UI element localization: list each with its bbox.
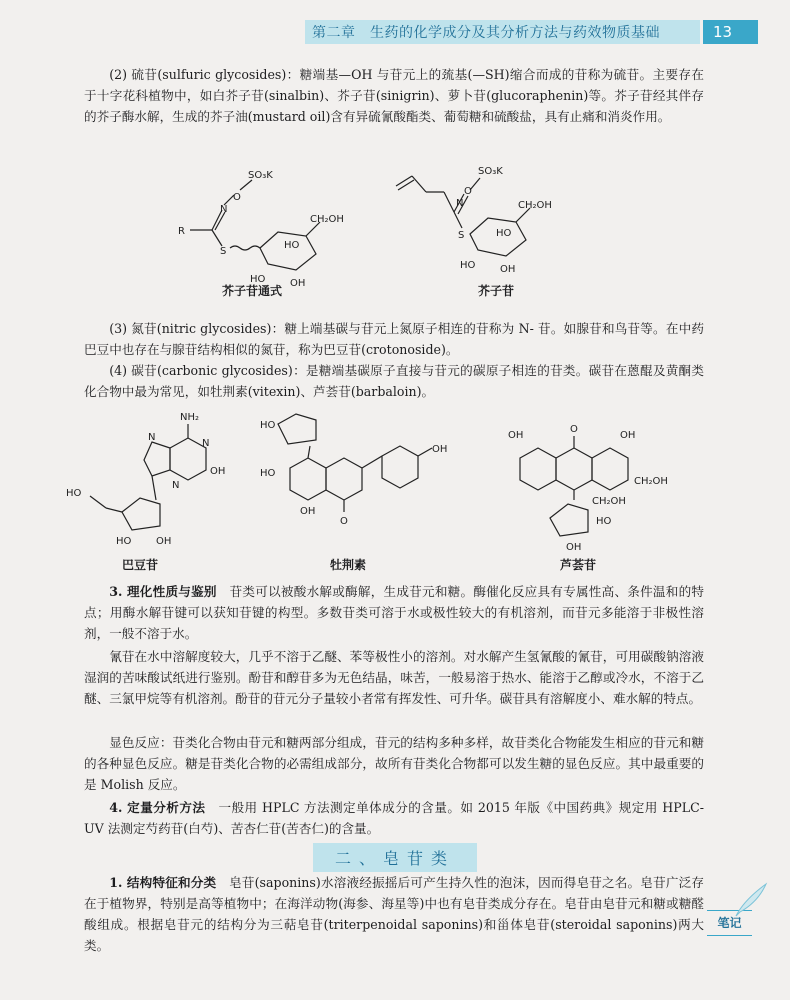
label-o-left: O — [233, 192, 241, 203]
label-oh-barb3: OH — [566, 542, 582, 553]
label-oh-croton2: OH — [156, 536, 172, 547]
para7-heading: 4. 定量分析方法 — [109, 800, 206, 815]
para4-heading: 3. 理化性质与鉴别 — [109, 584, 217, 599]
label-oh-barb2: OH — [620, 430, 636, 441]
label-r: R — [178, 226, 185, 237]
label-oh-vitexin2: OH — [432, 444, 448, 455]
label-ch2oh-barb1: CH₂OH — [634, 476, 668, 487]
label-n-3: N — [172, 480, 180, 491]
caption-sinigrin: 芥子苷 — [478, 284, 515, 298]
label-ho-right1: HO — [496, 228, 512, 239]
section-title-text: 二、皂苷类 — [313, 843, 477, 872]
para3-lead: (4) 碳苷 — [109, 363, 157, 378]
label-s-right: S — [458, 230, 465, 241]
para3-rest: (carbonic glycosides)：是糖端基碳原子直接与苷元的碳原子相连的苷类。碳苷在蒽醌及黄酮类化合物中最为常见，如牡荆素(vitexin)、芦荟苷(barbaloin)。 — [84, 363, 705, 399]
paragraph-color-reaction — [84, 732, 704, 795]
label-oh-barb1: OH — [508, 430, 524, 441]
para8-rest: 皂苷(saponins)水溶液经振摇后可产生持久性的泡沫，因而得皂苷之名。皂苷广泛存在于植物界，特别是高等植物中；在海洋动物(海参、海星等)中也有皂苷类成分存在。皂苷由皂苷元和糖或糖醛酸组成。根据皂苷元的结构分为三萜皂苷(triterpenoidal saponins)和甾体皂苷(steroidal saponins)两大类。 — [84, 875, 704, 953]
caption-glucosinolate-general: 芥子苷通式 — [222, 284, 283, 298]
label-ch2oh-barb2: CH₂OH — [592, 496, 626, 507]
page-number: 13 — [703, 20, 758, 44]
caption-crotonoside: 巴豆苷 — [122, 558, 159, 572]
label-so3k-left: SO₃K — [248, 170, 273, 181]
paragraph-sulfur-glycosides — [84, 64, 704, 127]
label-o-right: O — [464, 186, 472, 197]
feather-icon — [730, 880, 770, 920]
label-nh2: NH₂ — [180, 412, 200, 423]
label-ho-left2: HO — [250, 274, 266, 285]
label-oh-left: OH — [290, 278, 306, 289]
paragraph-cyanogenic — [84, 646, 704, 709]
para2-rest: (nitric glycosides)：糖上端基碳与苷元上氮原子相连的苷称为 N- 苷。如腺苷和鸟苷等。在中药巴豆中也存在与腺苷结构相似的氮苷，称为巴豆苷(crotonoside)。 — [84, 321, 704, 357]
label-ho-left1: HO — [284, 240, 300, 251]
para8-heading: 1. 结构特征和分类 — [109, 875, 217, 890]
label-ch2oh-left: CH₂OH — [310, 214, 344, 225]
margin-note-label: 笔记 — [707, 910, 752, 936]
section-title — [0, 843, 790, 872]
label-n-left: N — [220, 204, 228, 215]
label-so3k-right: SO₃K — [478, 166, 503, 177]
paragraph-properties — [84, 581, 704, 644]
chapter-title: 第二章 生药的化学成分及其分析方法与药效物质基础 — [312, 25, 660, 41]
para6-text: 显色反应：苷类化合物由苷元和糖两部分组成，苷元的结构多种多样，故苷类化合物能发生相应的苷元和糖的各种显色反应。糖是苷类化合物的必需组成部分，故所有苷类化合物都可以发生糖的显色反应。其中最重要的是 Molish 反应。 — [84, 735, 704, 792]
label-n-right: N — [456, 198, 464, 209]
label-s-left: S — [220, 246, 227, 257]
label-oh-croton: OH — [210, 466, 226, 477]
caption-vitexin: 牡荆素 — [330, 558, 367, 572]
para5-text: 氰苷在水中溶解度较大，几乎不溶于乙醚、苯等极性小的溶剂。对水解产生氢氰酸的氰苷，可用碳酸钠溶液湿润的苦味酸试纸进行鉴别。酚苷和醇苷多为无色结晶，味苦，一般易溶于热水、能溶于乙醇或冷水，不溶于乙醚、三氯甲烷等有机溶剂。酚苷的苷元分子量较小者常有挥发性、可升华。碳苷具有溶解度小、难水解的特点。 — [84, 649, 704, 706]
paragraph-quantitative — [84, 797, 704, 839]
label-oh-right: OH — [500, 264, 516, 275]
label-o-vitexin: O — [340, 516, 348, 527]
paragraph-saponins — [84, 872, 704, 956]
label-ho-vitexin2: HO — [260, 420, 276, 431]
paragraph-carbon-glycosides — [84, 360, 704, 402]
label-ch2oh-right: CH₂OH — [518, 200, 552, 211]
page-header — [0, 20, 790, 44]
paragraph-nitrogen-glycosides — [84, 318, 704, 360]
para2-lead: (3) 氮苷 — [109, 321, 157, 336]
label-ho-right2: HO — [460, 260, 476, 271]
label-ho-croton1: HO — [66, 488, 82, 499]
para1-lead: (2) 硫苷 — [109, 67, 158, 82]
label-o-barb: O — [570, 424, 578, 435]
figure-c-glycosides — [60, 408, 720, 558]
para1-rest: (sulfuric glycosides)：糖端基—OH 与苷元上的巯基(—SH)缩合而成的苷称为硫苷。主要存在于十字花科植物中，如白芥子苷(sinalbin)、芥子苷(sinigrin)、萝卜苷(glucoraphenin)等。芥子苷经其伴存的芥子酶水解，生成的芥子油(mustard oil)含有异硫氰酸酯类、葡萄糖和硫酸盐，具有止痛和消炎作用。 — [84, 67, 704, 124]
figure-glucosinolates — [160, 150, 580, 295]
para4-rest: 苷类可以被酸水解或酶解，生成苷元和糖。酶催化反应具有专属性高、条件温和的特点；用酶水解苷键可以获知苷键的构型。多数苷类可溶于水或极性较大的有机溶剂，而苷元多能溶于非极性溶剂，一般不溶于水。 — [84, 584, 704, 641]
label-ho-barb: HO — [596, 516, 612, 527]
label-n-2: N — [148, 432, 156, 443]
caption-barbaloin: 芦荟苷 — [560, 558, 597, 572]
label-ho-croton2: HO — [116, 536, 132, 547]
label-oh-vitexin1: OH — [300, 506, 316, 517]
label-n-1: N — [202, 438, 210, 449]
label-ho-vitexin1: HO — [260, 468, 276, 479]
para7-rest: 一般用 HPLC 方法测定单体成分的含量。如 2015 年版《中国药典》规定用 HPLC-UV 法测定芍药苷(白芍)、苦杏仁苷(苦杏仁)的含量。 — [84, 800, 704, 836]
